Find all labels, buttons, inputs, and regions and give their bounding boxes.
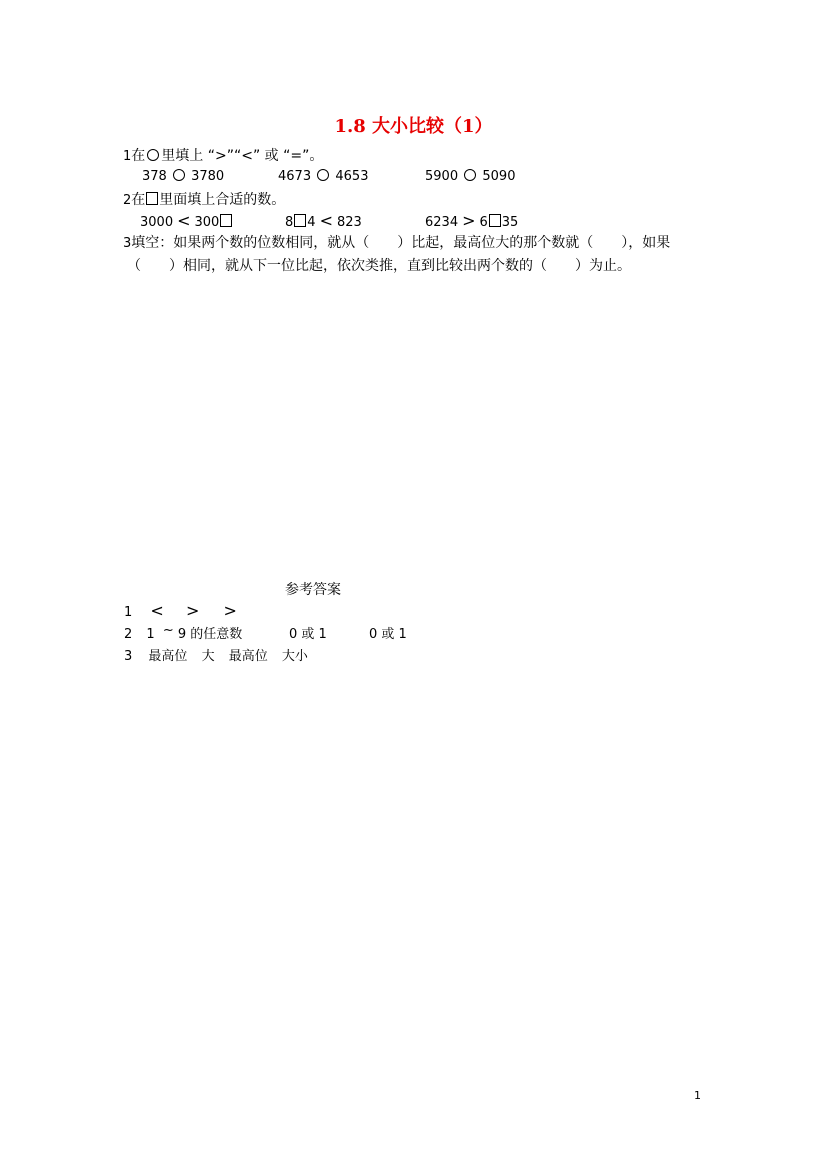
answer-2-part3: 0 或 1: [369, 627, 407, 642]
number: 300: [194, 215, 220, 230]
blank-box-icon: [294, 214, 306, 227]
answer-3: [124, 645, 308, 664]
q2-item: [285, 211, 362, 230]
number: 5090: [482, 169, 516, 184]
number: 5900: [425, 169, 459, 184]
q2-item: [425, 211, 518, 230]
number: 823: [336, 215, 362, 230]
answer-number: 1: [124, 605, 133, 620]
answer-value: 9 的任意数: [177, 627, 243, 642]
answer-value: <: [150, 601, 164, 620]
answer-value: 1: [146, 627, 155, 642]
q1-item: [425, 169, 515, 184]
answer-value: ~: [162, 623, 174, 638]
answer-value: 最高位: [228, 649, 268, 664]
blank-box-icon: [220, 214, 232, 227]
q2-item: [140, 211, 233, 230]
number: 6: [479, 215, 488, 230]
number: 4673: [278, 169, 312, 184]
answer-number: 3: [124, 649, 133, 664]
question-3-line2: （ ）相同，就从下一位比起，依次类推，直到比较出两个数的（ ）为止。: [127, 258, 631, 274]
q1-item: [142, 169, 224, 184]
question-text: 填空：如果两个数的位数相同，就从（ ）比起，最高位大的那个数就（ ），如果: [131, 235, 671, 251]
number: 3000: [140, 215, 174, 230]
answer-2: [124, 623, 242, 642]
comparison-symbol: <: [177, 211, 191, 230]
question-text: 里面填上合适的数。: [159, 192, 286, 208]
answer-value: 大小: [281, 649, 308, 664]
answer-value: 大: [201, 649, 215, 664]
number: 8: [285, 215, 294, 230]
comparison-symbol: <: [319, 211, 333, 230]
circle-icon: [317, 169, 329, 181]
number: 378: [142, 169, 167, 184]
number: 3780: [191, 169, 225, 184]
number: 6234: [425, 215, 459, 230]
question-number: 2: [123, 193, 132, 208]
circle-icon: [173, 169, 185, 181]
question-3: [123, 232, 670, 252]
question-2: [123, 189, 285, 209]
question-number: 1: [123, 149, 132, 164]
circle-icon: [464, 169, 476, 181]
circle-icon: [147, 149, 159, 161]
comparison-symbol: >: [462, 211, 476, 230]
number: 35: [501, 215, 519, 230]
question-number: 3: [123, 236, 132, 251]
blank-box-icon: [146, 192, 158, 205]
question-text: 在: [131, 148, 146, 164]
number: 4653: [335, 169, 369, 184]
answer-value: 最高位: [148, 649, 188, 664]
answer-number: 2: [124, 627, 133, 642]
question-text: 里填上 “>”“<” 或 “=”。: [161, 148, 324, 164]
answer-value: >: [223, 601, 237, 620]
answer-2-part2: 0 或 1: [289, 627, 327, 642]
page-title: 1.8 大小比较（1）: [334, 116, 493, 137]
page-number: 1: [694, 1089, 701, 1102]
question-text: 在: [131, 192, 146, 208]
answer-value: >: [185, 601, 200, 620]
answers-heading: 参考答案: [285, 582, 341, 598]
number: 4: [307, 215, 316, 230]
blank-box-icon: [489, 214, 501, 227]
q1-item: [278, 169, 368, 184]
question-1: [123, 145, 323, 165]
answer-1: [124, 601, 241, 620]
